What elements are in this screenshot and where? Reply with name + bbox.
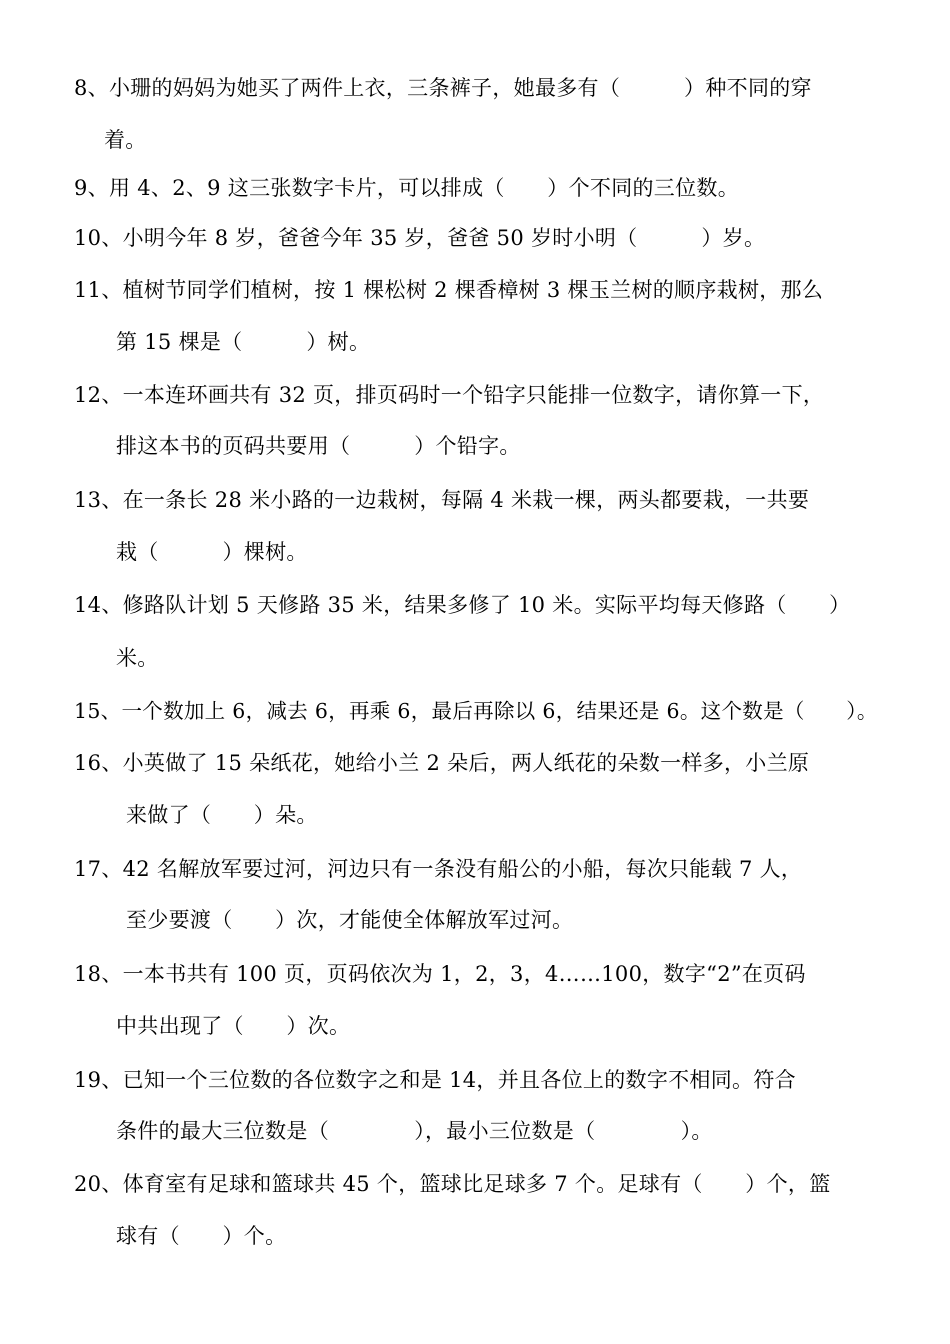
question-8-line-1: 8、小珊的妈妈为她买了两件上衣，三条裤子，她最多有（ ）种不同的穿: [74, 76, 812, 100]
question-18-line-2: 中共出现了（ ）次。: [116, 1014, 351, 1038]
question-14-line-2: 米。: [116, 646, 159, 670]
question-17-line-2: 至少要渡（ ）次，才能使全体解放军过河。: [126, 908, 574, 932]
question-18-line-1: 18、一本书共有 100 页，页码依次为 1，2，3，4……100，数字“2”在页码: [74, 962, 806, 986]
question-10-line-1: 10、小明今年 8 岁，爸爸今年 35 岁，爸爸 50 岁时小明（ ）岁。: [74, 226, 766, 250]
question-11-line-2: 第 15 棵是（ ）树。: [116, 330, 371, 354]
question-20-line-2: 球有（ ）个。: [116, 1224, 287, 1248]
question-12-line-2: 排这本书的页码共要用（ ）个铅字。: [116, 434, 521, 458]
question-19-line-2: 条件的最大三位数是（ ），最小三位数是（ ）。: [116, 1119, 713, 1143]
question-17-line-1: 17、42 名解放军要过河，河边只有一条没有船公的小船，每次只能载 7 人，: [74, 857, 803, 881]
question-13-line-2: 栽（ ）棵树。: [116, 540, 308, 564]
question-19-line-1: 19、已知一个三位数的各位数字之和是 14，并且各位上的数字不相同。符合: [74, 1068, 796, 1092]
question-15-line-1: 15、一个数加上 6，减去 6，再乘 6，最后再除以 6，结果还是 6。这个数是（ ）。: [74, 699, 878, 723]
question-9-line-1: 9、用 4、2、9 这三张数字卡片，可以排成（ ）个不同的三位数。: [74, 176, 739, 200]
question-12-line-1: 12、一本连环画共有 32 页，排页码时一个铅字只能排一位数字，请你算一下，: [74, 383, 825, 407]
question-20-line-1: 20、体育室有足球和篮球共 45 个，篮球比足球多 7 个。足球有（ ）个，篮: [74, 1172, 831, 1196]
question-16-line-1: 16、小英做了 15 朵纸花，她给小兰 2 朵后，两人纸花的朵数一样多，小兰原: [74, 751, 810, 775]
question-11-line-1: 11、植树节同学们植树，按 1 棵松树 2 棵香樟树 3 棵玉兰树的顺序栽树，那么: [74, 278, 824, 302]
question-13-line-1: 13、在一条长 28 米小路的一边栽树，每隔 4 米栽一棵，两头都要栽，一共要: [74, 488, 810, 512]
question-8-line-2: 着。: [104, 128, 147, 152]
question-16-line-2: 来做了（ ）朵。: [126, 803, 318, 827]
question-14-line-1: 14、修路队计划 5 天修路 35 米，结果多修了 10 米。实际平均每天修路（ ）: [74, 593, 851, 617]
